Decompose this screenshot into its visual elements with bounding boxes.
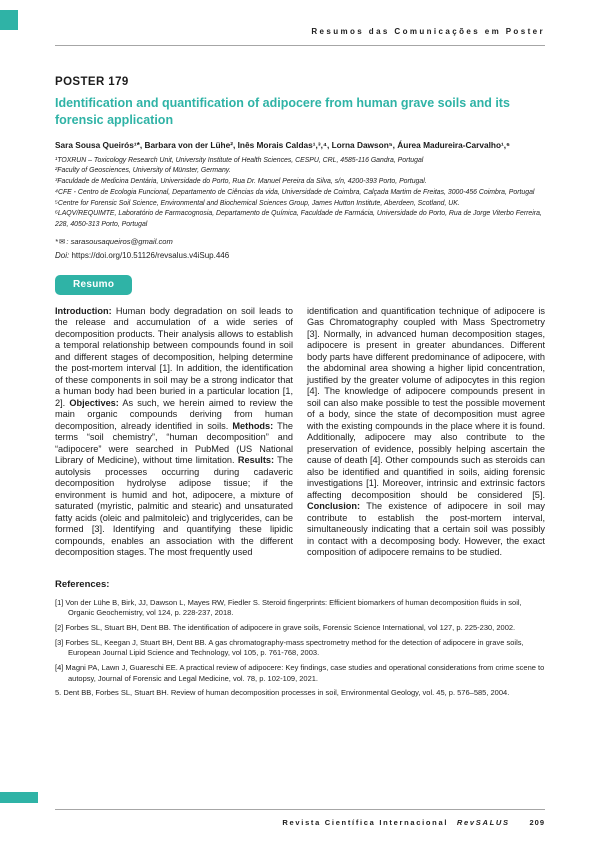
affiliation-line: ⁶LAQV/REQUIMTE, Laboratório de Farmacognosia, Departamento de Química, Faculdade de Farmácia, Universidade do Porto, Rua de Jorge Viterbo Ferreira, 228, 4050-313 Porto, Portugal: [55, 210, 542, 228]
doi-link[interactable]: https://doi.org/10.51126/revsalus.v4iSup.446: [71, 250, 230, 260]
abstract-columns: [55, 306, 545, 559]
doi-line: [55, 251, 545, 260]
affiliation-line: ²Faculty of Geosciences, University of Münster, Germany.: [55, 167, 231, 175]
reference-item: [4] Magni PA, Lawn J, Guareschi EE. A practical review of adipocere: Key findings, case studies and operational considerations from crime scene to autopsy, Journal of Forensic and Legal Medicine, vol. 78, p. 102-109, 2021.: [55, 662, 545, 683]
correspondence-separator: :: [66, 236, 69, 246]
correspondence-star: *: [55, 236, 58, 246]
doi-label: Doi:: [55, 250, 70, 260]
footer-divider: [55, 809, 545, 810]
abstract-column-left: Introduction: Human body degradation on soil leads to the release and accumulation of a wide series of decomposition products. Their analysis allows to establish a temporal relationship between compounds found in soil and different stages of decomposition, helping determine the post-mortem interval [1]. In addition, the identification of these components in soil may be a strong indicator that a human body had been buried in a particular location [1, 2]. Objectives: As such, we herein aimed to review the main organic compounds deriving from human decomposition, already identified in soils. Methods: The terms “soil chemistry”, “human decomposition” and “adipocere” were searched in PubMed (US National Library of Medicine), without time limitation. Results: The autolysis processes occurring during cadaveric decomposition hydrolyse adipose tissue; if the environment is humid and hot, adipocere, a mixture of saturated (myristic, palmitic and stearic) and unsaturated fatty acids (oleic and palmitoleic) and triglycerides, can be formed [3]. Identifying and quantifying these lipidic compounds, enables an association with the different decomposition stages. The most frequently used: [55, 305, 294, 558]
reference-item: 5. Dent BB, Forbes SL, Stuart BH. Review of human decomposition processes in soil, Environmental Geology, vol. 45, p. 576–585, 2004.: [55, 688, 510, 698]
header-divider: [55, 45, 545, 46]
paper-title: Identification and quantification of adipocere from human grave soils and its forensic application: [55, 96, 510, 127]
references-section: [55, 579, 545, 699]
authors-line: Sara Sousa Queirós¹*, Barbara von der Lühe², Inês Morais Caldas¹,³,⁴, Lorna Dawson⁵, Áurea Madureira-Carvalho¹,⁶: [55, 139, 510, 150]
affiliation-line: ¹TOXRUN – Toxicology Research Unit, University Institute of Health Sciences, CESPU, CRL, 4585-116 Gandra, Portugal: [55, 156, 424, 164]
affiliations-block: [55, 156, 545, 231]
page-content: [55, 76, 545, 703]
reference-item: [2] Forbes SL, Stuart BH, Dent BB. The identification of adipocere in grave soils, Forensic Science International, vol 127, p. 225-230, 2002.: [55, 622, 516, 632]
poster-number: POSTER 179: [55, 76, 129, 88]
references-heading: References:: [55, 578, 110, 590]
running-head: Resumos das Comunicações em Poster: [311, 27, 545, 36]
page-footer: [282, 818, 545, 827]
top-left-accent-mark: [0, 10, 18, 30]
envelope-icon: ✉: [58, 236, 66, 246]
correspondence-line: [55, 237, 545, 246]
email-address[interactable]: sarasousaqueiros@gmail.com: [70, 236, 173, 246]
journal-name: Revista Científica Internacional: [282, 818, 449, 827]
affiliation-line: ⁴CFE - Centro de Ecologia Funcional, Departamento de Ciências da vida, Universidade de Coimbra, Calçada Martim de Freitas, 3000-456 Coimbra, Portugal: [55, 188, 535, 196]
reference-item: [3] Forbes SL, Keegan J, Stuart BH, Dent BB. A gas chromatography-mass spectrometry method for the detection of adipocere in grave soils, European Journal Lipid Science and Technology, vol 105, p. 761-768, 2003.: [55, 637, 524, 658]
reference-item: [1] Von der Lühe B, Birk, JJ, Dawson L, Mayes RW, Fiedler S. Steroid fingerprints: Efficient biomarkers of human decomposition fluids in soil, Organic Geochemistry, vol 124, p. 228-237, 2018.: [55, 597, 522, 618]
bottom-left-accent-mark: [0, 792, 38, 803]
abstract-column-right: identification and quantification technique of adipocere is Gas Chromatography coupled with Mass Spectrometry [3]. Normally, in advanced human decomposition stages, adipocere is present in greater abundances. Different body parts have different predominance of adipocere, with the abdominal area showing a higher lipid concentration, justified by the greater volume of adipocytes in this region [4]. The knowledge of adipocere compounds present in soil can also make possible to test the possible movement of a body, since the state of decomposition must agree with the existing compounds in the place where it is found. Additionally, adipocere may also contribute to the preservation of evidence, possibly helping ascertain the cause of death [4]. Other compounds such as steroids can also be identified and quantified in soils, aiding forensic investigations [1]. Moreover, intrinsic and extrinsic factors affecting decomposition should be considered [5]. Conclusion: The existence of adipocere in soil may contribute to establish the post-mortem interval, simultaneously indicating that a certain soil was possibly in contact with a decomposing body. However, the exact composition of adipocere remains to be studied.: [307, 305, 545, 558]
page-number: 209: [529, 818, 545, 827]
affiliation-line: ³Faculdade de Medicina Dentária, Universidade do Porto, Rua Dr. Manuel Pereira da Silva, s/n, 4200-393 Porto, Portugal.: [55, 178, 427, 186]
affiliation-line: ⁵Centre for Forensic Soil Science, Environmental and Biochemical Sciences Group, James Hutton Institute, Aberdeen, Scotland, UK.: [55, 199, 460, 207]
journal-title-revsalus: RevSALUS: [456, 818, 510, 827]
resumo-section-badge: Resumo: [55, 275, 132, 295]
